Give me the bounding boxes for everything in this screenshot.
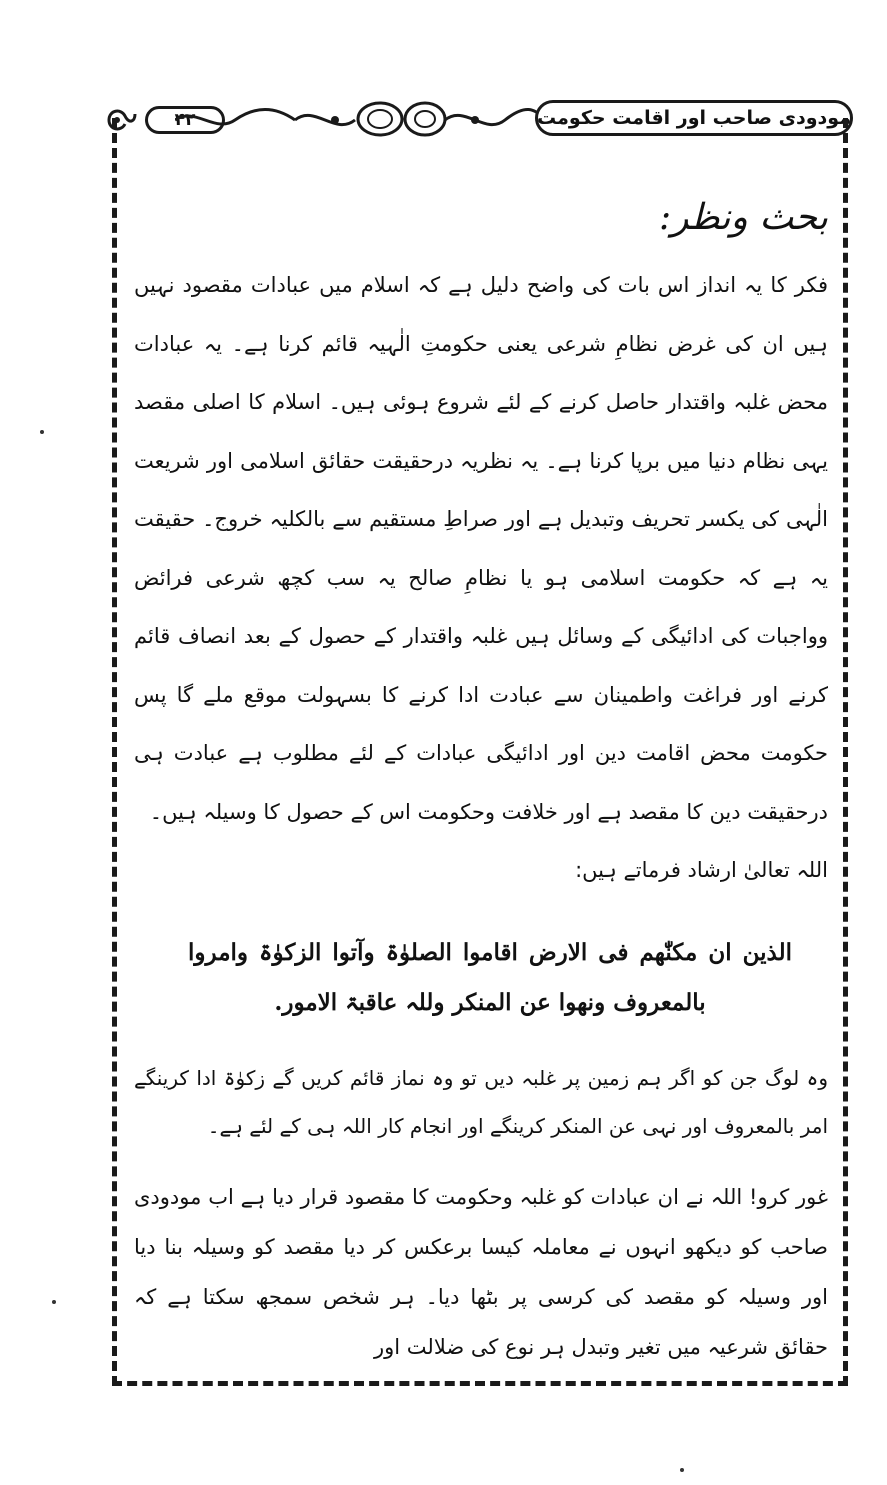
paragraph-main: فکر کا یہ انداز اس بات کی واضح دلیل ہے کہ اسلام میں عبادات مقصود نہیں ہیں ان کی غرض نظامِ شرعی یعنی حکومتِ الٰہیہ قائم کرنا ہے۔ یہ عبادات محض غلبہ واقتدار حاصل کرنے کے لئے شروع ہوئی ہیں۔ اسلام کا اصلی مقصد یہی نظام دنیا میں برپا کرنا ہے۔ یہ نظریہ درحقیقت حقائق اسلامی اور شریعت الٰہی کی یکسر تحریف وتبدیل ہے اور صراطِ مستقیم سے بالکلیہ خروج۔ حقیقت یہ ہے کہ حکومت اسلامی ہو یا نظامِ صالح یہ سب کچھ شرعی فرائض وواجبات کی ادائیگی کے وسائل ہیں غلبہ واقتدار کے حصول کے بعد انصاف قائم کرنے اور فراغت واطمینان سے عبادت ادا کرنے کا بسہولت موقع ملے گا پس حکومت محض اقامت دین اور ادائیگی عبادات کے لئے مطلوب ہے عبادت ہی درحقیقت دین کا مقصد ہے اور خلافت وحکومت اس کے حصول کا وسیلہ ہیں۔ (134, 273, 828, 824)
scan-speck (680, 1468, 684, 1472)
quote-intro: اللہ تعالیٰ ارشاد فرماتے ہیں: (575, 858, 828, 882)
scan-speck (52, 1300, 56, 1304)
page-body (128, 160, 838, 1380)
quran-verse: الذین ان مکنّٰھم فی الارض اقاموا الصلوٰۃ وآتوا الزکوٰۃ وامروا بالمعروف ونھوا عن المنکر وللہ عاقبۃ الامور. (188, 938, 792, 1016)
scan-speck (40, 430, 44, 434)
section-heading: بحث ونظر: (659, 197, 828, 238)
verse-translation: وہ لوگ جن کو اگر ہم زمین پر غلبہ دیں تو وہ نماز قائم کریں گے زکوٰۃ ادا کرینگے امر بالمعروف اور نہی عن المنکر کرینگے اور انجام کار اللہ ہی کے لئے ہے۔ (134, 1065, 828, 1138)
paragraph-closing: غور کرو! اللہ نے ان عبادات کو غلبہ وحکومت کا مقصود قرار دیا ہے اب مودودی صاحب کو دیکھو انہوں نے معاملہ کیسا برعکس کر دیا مقصد کو وسیلہ بنا دیا اور وسیلہ کو مقصد کی کرسی پر بٹھا دیا۔ ہر شخص سمجھ سکتا ہے کہ حقائق شرعیہ میں تغیر وتبدل ہر نوع کی ضلالت اور (134, 1184, 828, 1359)
page-number: ۴۲ (174, 110, 196, 130)
running-title: مودودی صاحب اور اقامت حکومت (537, 107, 851, 129)
